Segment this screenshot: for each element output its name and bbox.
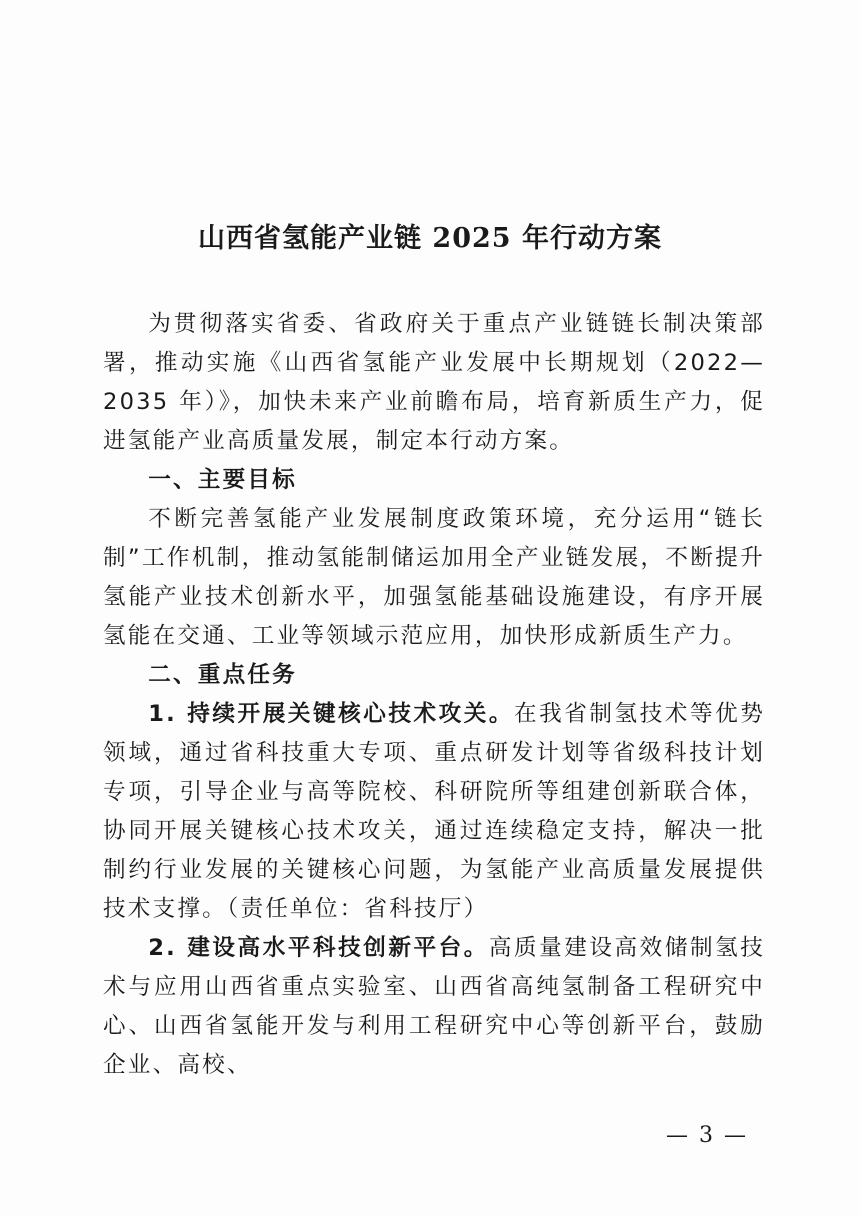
- task-1-paragraph: [103, 695, 765, 929]
- task-1-text: 在我省制氢技术等优势领域，通过省科技重大专项、重点研发计划等省级科技计划专项，引导企业与高等院校、科研院所等组建创新联合体，协同开展关键核心技术攻关，通过连续稳定支持，解决一批制约行业发展的关键核心问题，为氢能产业高质量发展提供技术支撑。（责任单位：省科技厅）: [103, 701, 765, 922]
- task-1-lead: 1. 持续开展关键核心技术攻关。: [148, 701, 515, 727]
- document-title: 山西省氢能产业链 2025 年行动方案: [198, 223, 662, 254]
- page-number: — 3 —: [666, 1123, 748, 1148]
- task-2-paragraph: [103, 929, 765, 1085]
- section-heading-tasks: 二、重点任务: [148, 662, 297, 688]
- intro-paragraph: 为贯彻落实省委、省政府关于重点产业链链长制决策部署，推动实施《山西省氢能产业发展中长期规划（2022—2035 年）》，加快未来产业前瞻布局，培育新质生产力，促进氢能产业高质量发展，制定本行动方案。: [103, 311, 765, 454]
- section-heading-goals: 一、主要目标: [148, 467, 297, 493]
- task-2-text: 高质量建设高效储制氢技术与应用山西省重点实验室、山西省高纯氢制备工程研究中心、山西省氢能开发与利用工程研究中心等创新平台，鼓励企业、高校、: [103, 935, 766, 1078]
- goals-paragraph: 不断完善氢能产业发展制度政策环境，充分运用“链长制”工作机制，推动氢能制储运加用全产业链发展，不断提升氢能产业技术创新水平，加强氢能基础设施建设，有序开展氢能在交通、工业等领域示范应用，加快形成新质生产力。: [103, 506, 765, 649]
- document-body: [103, 305, 765, 1085]
- task-2-lead: 2. 建设高水平科技创新平台。: [148, 935, 489, 961]
